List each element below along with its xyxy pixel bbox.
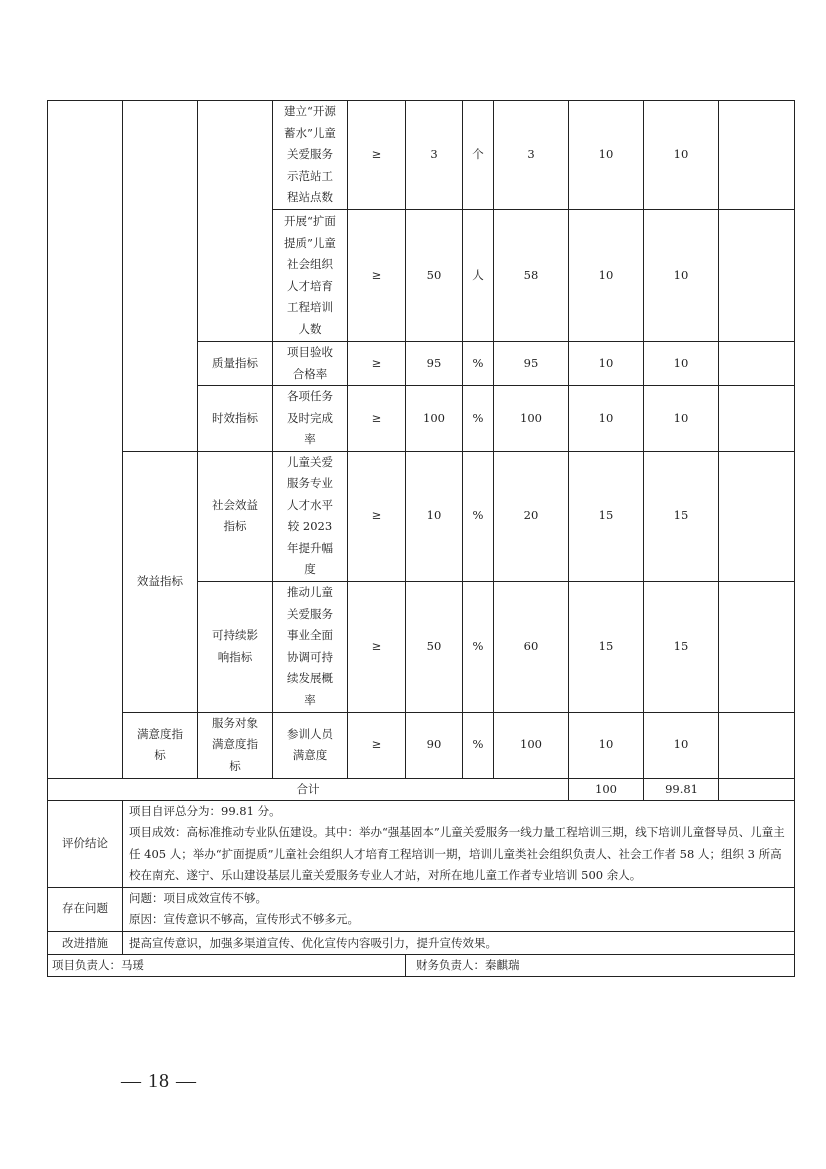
conclusion-row (48, 800, 795, 887)
level2-cell: 服务对象满意度指标 (198, 712, 273, 778)
weight-cell: 10 (569, 210, 644, 342)
level1-cell-benefit: 效益指标 (123, 451, 198, 712)
weight-cell: 10 (569, 386, 644, 452)
problems-content (123, 887, 795, 931)
target-cell: 50 (406, 581, 463, 712)
score-cell: 15 (644, 451, 719, 581)
operator-cell: ≥ (348, 386, 406, 452)
page-number: — 18 — (121, 1070, 197, 1092)
indicator-cell: 建立“开源蓄水”儿童关爱服务示范站工程站点数 (273, 101, 348, 210)
unit-cell: % (463, 342, 494, 386)
operator-cell: ≥ (348, 101, 406, 210)
operator-cell: ≥ (348, 451, 406, 581)
remark-cell (719, 101, 795, 210)
operator-cell: ≥ (348, 712, 406, 778)
level2-cell: 可持续影响指标 (198, 581, 273, 712)
score-cell: 10 (644, 210, 719, 342)
level2-cell: 质量指标 (198, 342, 273, 386)
weight-cell: 15 (569, 581, 644, 712)
target-cell: 3 (406, 101, 463, 210)
remark-cell (719, 581, 795, 712)
reason-text: 原因：宣传意识不够高，宣传形式不够多元。 (129, 912, 359, 926)
actual-cell: 3 (494, 101, 569, 210)
remark-cell (719, 210, 795, 342)
total-score: 99.81 (644, 778, 719, 800)
table-row (48, 451, 795, 581)
conclusion-score-text: 项目自评总分为：99.81 分。 (129, 803, 281, 818)
weight-cell: 10 (569, 712, 644, 778)
problems-label: 存在问题 (48, 887, 123, 931)
indicator-cell: 推动儿童关爱服务事业全面协调可持续发展概率 (273, 581, 348, 712)
total-remark (719, 778, 795, 800)
problem-text: 问题：项目成效宣传不够。 (129, 890, 267, 905)
unit-cell: 人 (463, 210, 494, 342)
level2-cell-quantity (198, 101, 273, 342)
signature-row (48, 954, 795, 976)
weight-cell: 15 (569, 451, 644, 581)
score-cell: 10 (644, 386, 719, 452)
remark-cell (719, 451, 795, 581)
score-cell: 10 (644, 712, 719, 778)
actual-cell: 58 (494, 210, 569, 342)
conclusion-label: 评价结论 (48, 800, 123, 887)
remark-cell (719, 342, 795, 386)
total-row (48, 778, 795, 800)
weight-cell: 10 (569, 101, 644, 210)
score-cell: 15 (644, 581, 719, 712)
improvement-label: 改进措施 (48, 931, 123, 954)
improvement-text: 提高宣传意识，加强多渠道宣传、优化宣传内容吸引力，提升宣传效果。 (123, 931, 795, 954)
operator-cell: ≥ (348, 581, 406, 712)
remark-cell (719, 712, 795, 778)
indicator-cell: 各项任务及时完成率 (273, 386, 348, 452)
target-cell: 100 (406, 386, 463, 452)
unit-cell: % (463, 451, 494, 581)
target-cell: 90 (406, 712, 463, 778)
indicator-cell: 参训人员满意度 (273, 712, 348, 778)
unit-cell: 个 (463, 101, 494, 210)
weight-cell: 10 (569, 342, 644, 386)
operator-cell: ≥ (348, 210, 406, 342)
actual-cell: 100 (494, 386, 569, 452)
score-cell: 10 (644, 342, 719, 386)
project-lead: 项目负责人：马瑗 (48, 954, 406, 976)
remark-cell (719, 386, 795, 452)
actual-cell: 60 (494, 581, 569, 712)
target-cell: 95 (406, 342, 463, 386)
target-cell: 50 (406, 210, 463, 342)
total-label: 合计 (48, 778, 569, 800)
target-cell: 10 (406, 451, 463, 581)
level1-cell-output (123, 101, 198, 452)
level2-cell: 时效指标 (198, 386, 273, 452)
level0-cell (48, 101, 123, 779)
conclusion-effect-text: 项目成效：高标准推动专业队伍建设。其中：举办“强基固本”儿童关爱服务一线力量工程培训三期，线下培训儿童督导员、儿童主任 405 人；举办“扩面提质”儿童社会组织人才培育工程培训一期，培训儿童类社会组织负责人、社会工作者 58 人；组织 3 所高校在南充、遂宁、乐山建设基层儿童关爱服务专业人才站，对所在地儿童工作者专业培训 500 余人。 (129, 825, 785, 882)
unit-cell: % (463, 712, 494, 778)
operator-cell: ≥ (348, 342, 406, 386)
conclusion-content (123, 800, 795, 887)
total-weight: 100 (569, 778, 644, 800)
unit-cell: % (463, 581, 494, 712)
unit-cell: % (463, 386, 494, 452)
performance-table (47, 100, 795, 977)
actual-cell: 95 (494, 342, 569, 386)
level2-cell: 社会效益指标 (198, 451, 273, 581)
table-row (48, 712, 795, 778)
actual-cell: 20 (494, 451, 569, 581)
finance-lead: 财务负责人：秦麒瑞 (406, 954, 795, 976)
indicator-cell: 项目验收合格率 (273, 342, 348, 386)
level1-cell-satisfaction: 满意度指标 (123, 712, 198, 778)
table-row (48, 101, 795, 210)
actual-cell: 100 (494, 712, 569, 778)
problems-row (48, 887, 795, 931)
improvement-row (48, 931, 795, 954)
indicator-cell: 儿童关爱服务专业人才水平较 2023 年提升幅度 (273, 451, 348, 581)
score-cell: 10 (644, 101, 719, 210)
indicator-cell: 开展“扩面提质”儿童社会组织人才培育工程培训人数 (273, 210, 348, 342)
